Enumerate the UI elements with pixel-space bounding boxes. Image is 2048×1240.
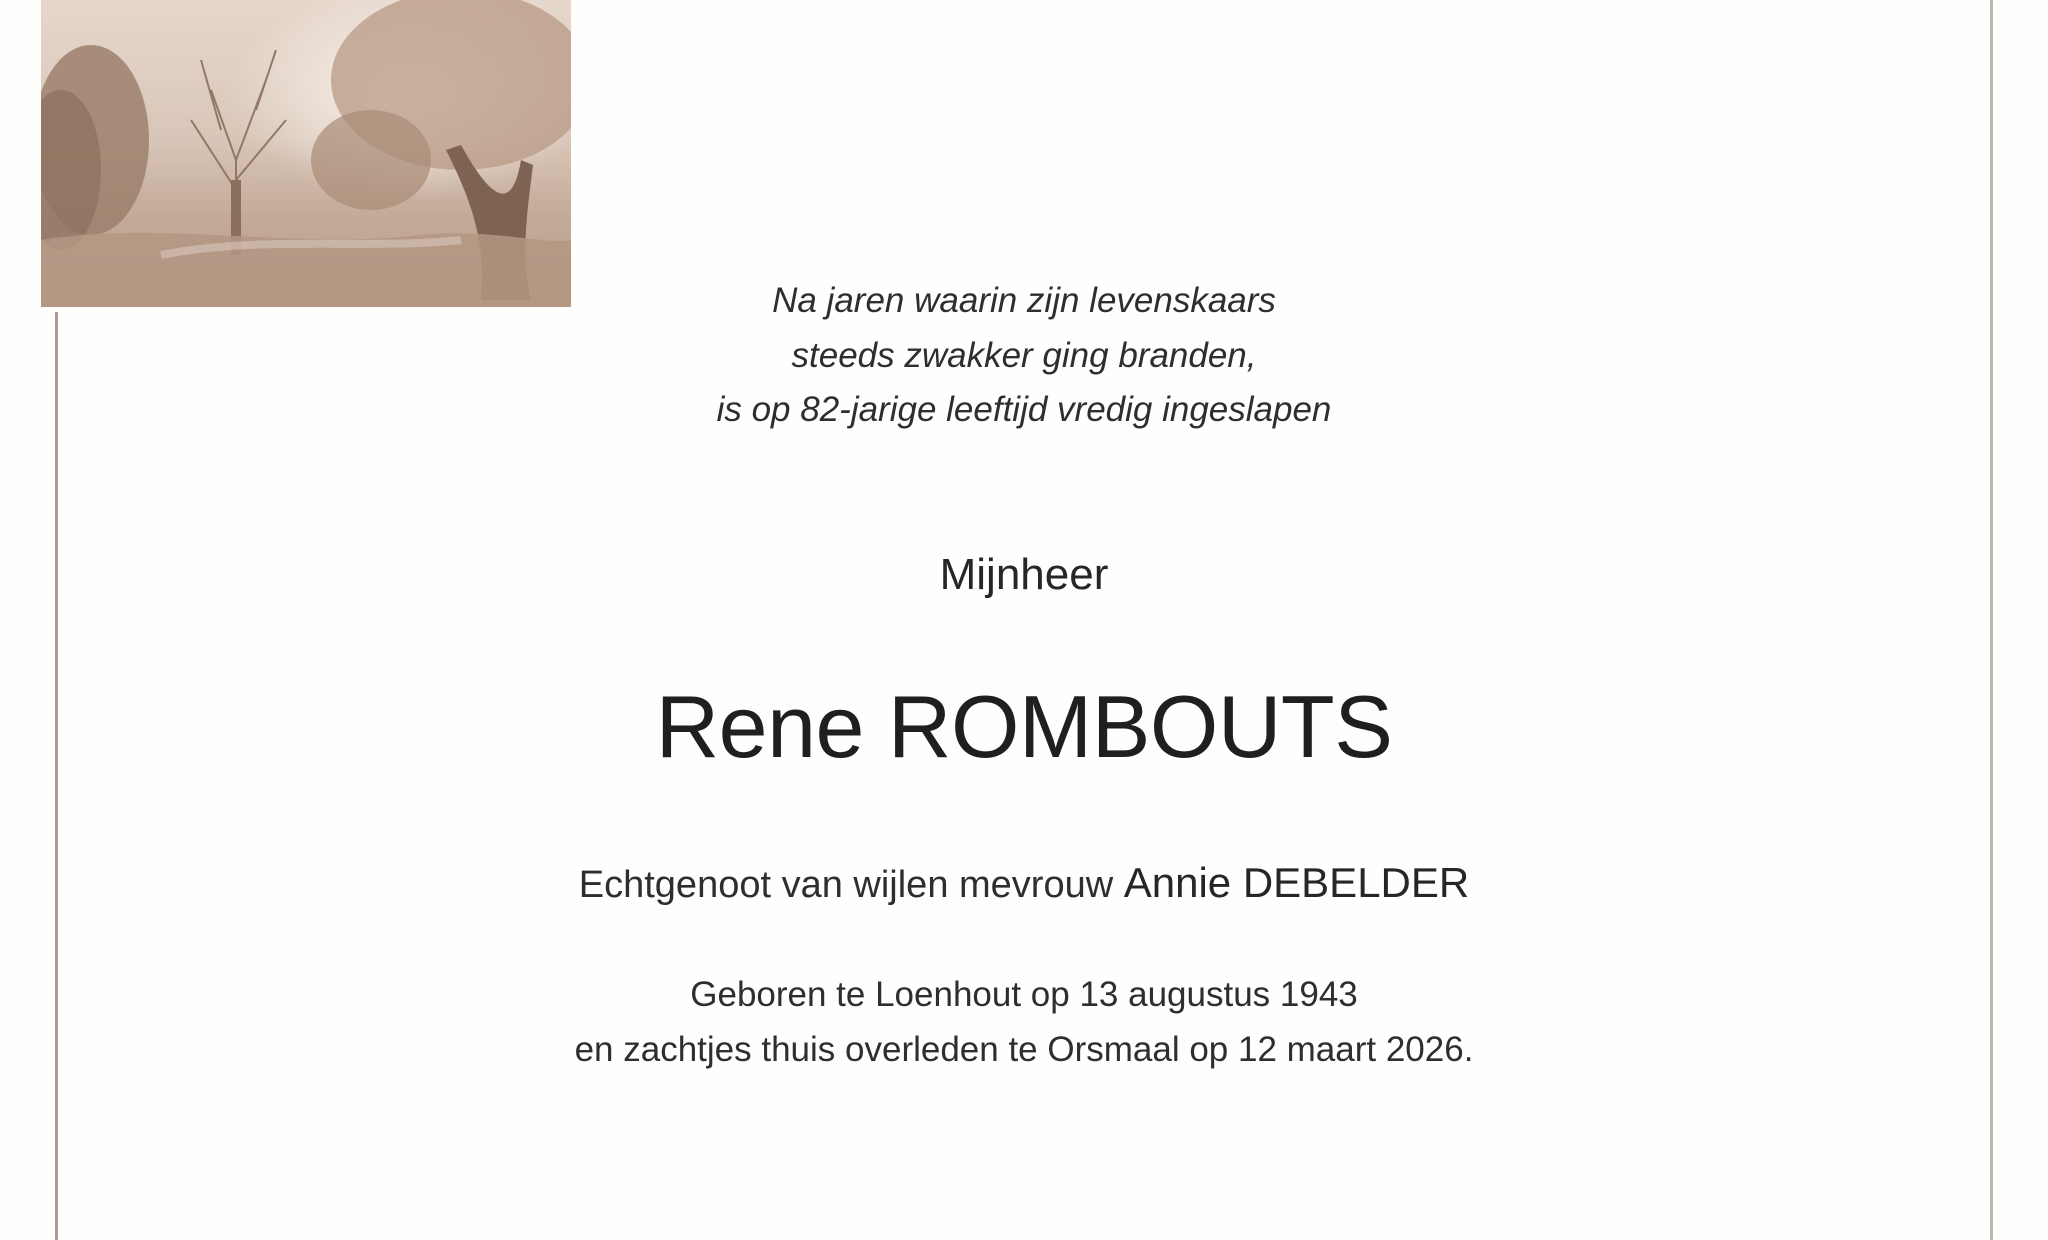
spouse-prefix: Echtgenoot van wijlen mevrouw [578, 864, 1114, 906]
intro-line-2 [0, 338, 2048, 373]
left-border-rule [55, 312, 58, 1240]
name-text: Rene ROMBOUTS [655, 677, 1393, 776]
birth-line [0, 977, 2048, 1012]
intro-line-1 [0, 283, 2048, 318]
landscape-illustration [41, 0, 571, 307]
death-text: en zachtjes thuis overleden te Orsmaal op 12 maart 2026. [574, 1030, 1474, 1069]
intro-text: steeds zwakker ging branden, [791, 336, 1257, 375]
intro-text: Na jaren waarin zijn levenskaars [772, 281, 1276, 320]
deceased-name [0, 677, 2048, 776]
intro-line-3 [0, 392, 2048, 427]
spouse-name: Annie DEBELDER [1123, 859, 1470, 906]
birth-text: Geboren te Loenhout op 13 augustus 1943 [690, 975, 1358, 1014]
honorific-title [0, 550, 2048, 599]
title-text: Mijnheer [939, 550, 1109, 599]
spouse-line [0, 859, 2048, 906]
sepia-landscape-photo [41, 0, 571, 307]
intro-text: is op 82-jarige leeftijd vredig ingeslapen [716, 390, 1332, 429]
death-line [0, 1032, 2048, 1067]
